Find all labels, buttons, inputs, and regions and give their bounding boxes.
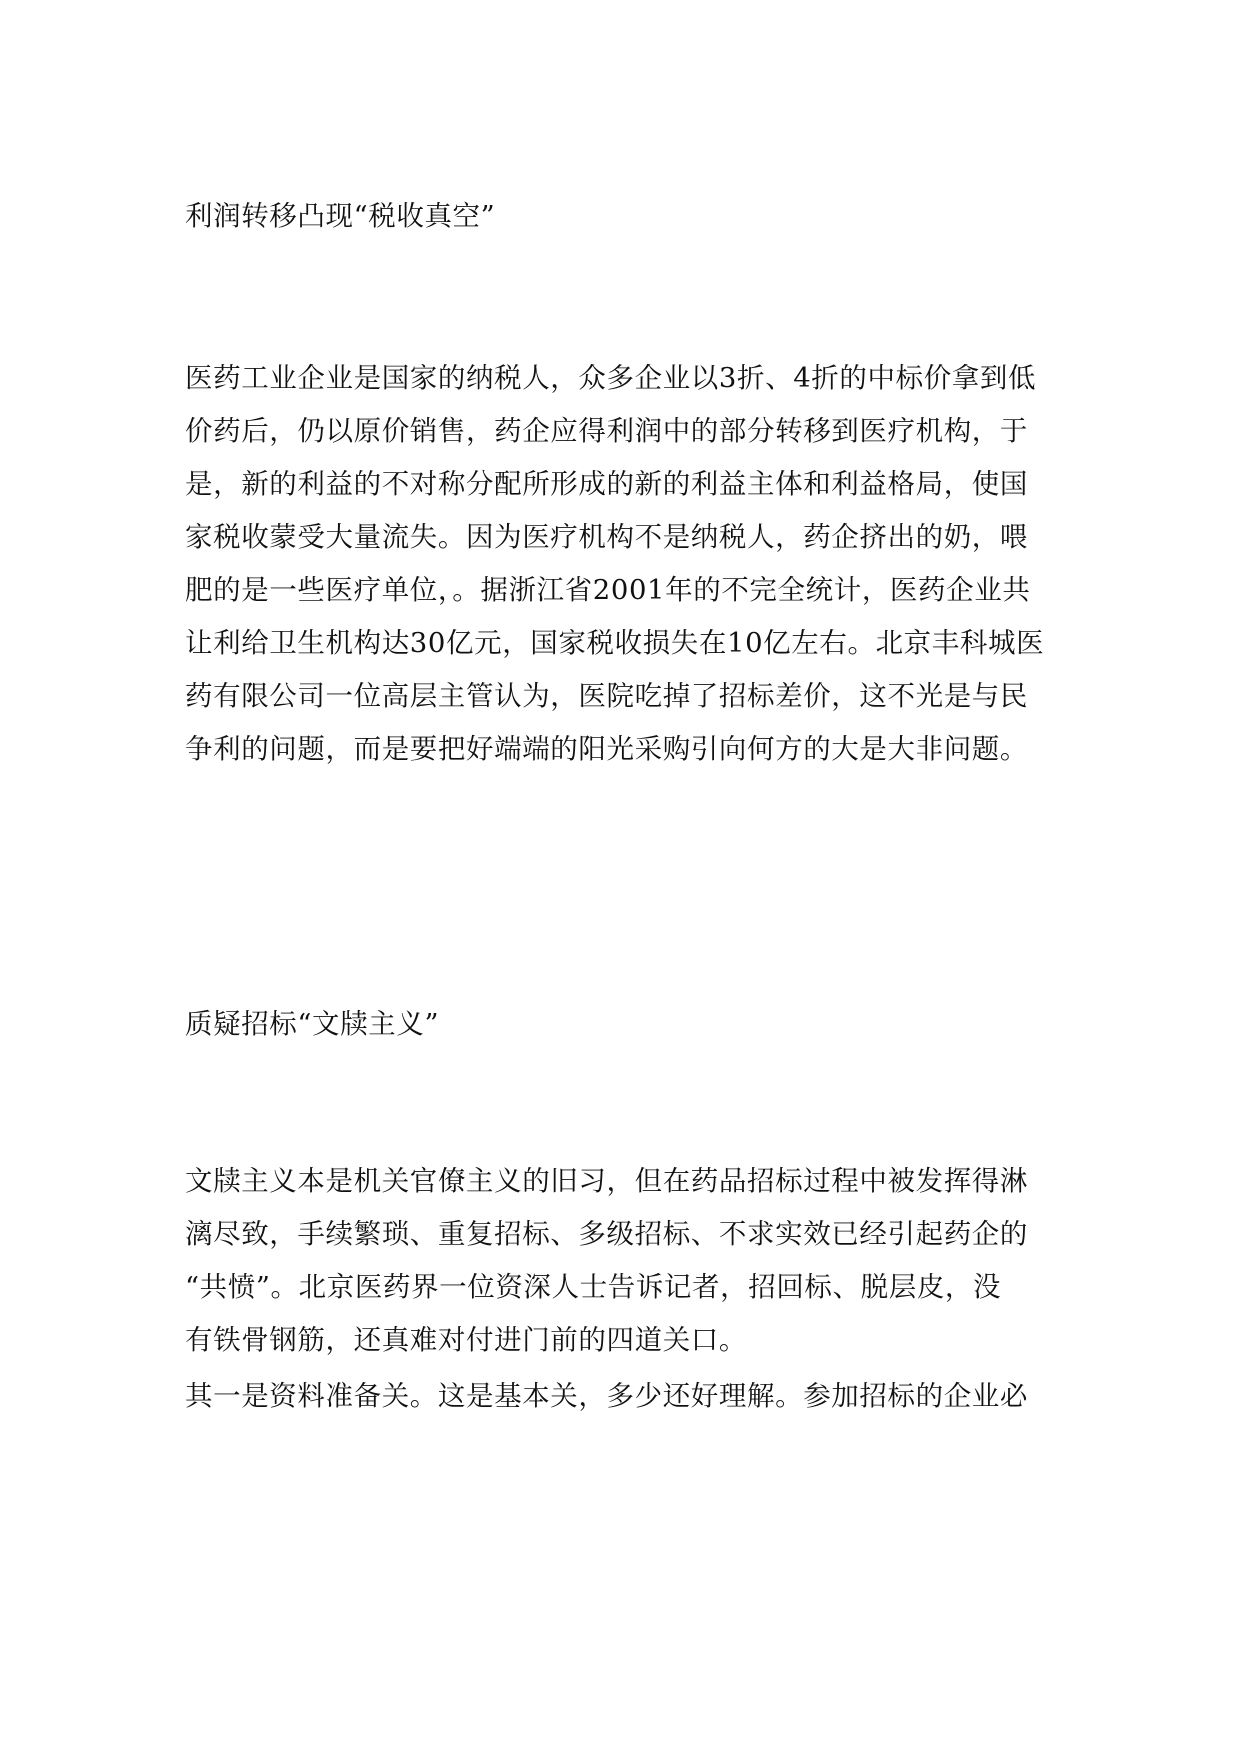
paragraph-line: 让利给卫生机构达30亿元，国家税收损失在10亿左右。北京丰科城医 (185, 627, 1045, 659)
section-heading-profit-transfer (185, 190, 1060, 243)
paragraph-line: 家税收蒙受大量流失。因为医疗机构不是纳税人，药企挤出的奶，喂 (185, 521, 1028, 553)
paragraph-profit-transfer (185, 352, 1060, 776)
paragraph-first-checkpoint (185, 1370, 1060, 1423)
paragraph-line: 漓尽致，手续繁琐、重复招标、多级招标、不求实效已经引起药企的 (185, 1218, 1028, 1250)
paragraph-line: 药有限公司一位高层主管认为，医院吃掉了招标差价，这不光是与民 (185, 680, 1028, 712)
paragraph-line: 其一是资料准备关。这是基本关，多少还好理解。参加招标的企业必 (185, 1380, 1028, 1412)
heading-text: 利润转移凸现“税收真空” (185, 200, 496, 232)
paragraph-line: 肥的是一些医疗单位，。据浙江省2001年的不完全统计，医药企业共 (185, 574, 1031, 606)
paragraph-line: 医药工业企业是国家的纳税人，众多企业以3折、4折的中标价拿到低 (185, 362, 1037, 394)
section-heading-bureaucracy (185, 998, 1060, 1051)
paragraph-line: 文牍主义本是机关官僚主义的旧习，但在药品招标过程中被发挥得淋 (185, 1165, 1028, 1197)
paragraph-line: “共愤”。北京医药界一位资深人士告诉记者，招回标、脱层皮，没 (185, 1271, 1002, 1303)
paragraph-bureaucracy (185, 1155, 1060, 1367)
paragraph-line: 价药后，仍以原价销售，药企应得利润中的部分转移到医疗机构，于 (185, 415, 1028, 447)
heading-text: 质疑招标“文牍主义” (185, 1008, 440, 1040)
paragraph-line: 是，新的利益的不对称分配所形成的新的利益主体和利益格局，使国 (185, 468, 1028, 500)
paragraph-line: 争利的问题，而是要把好端端的阳光采购引向何方的大是大非问题。 (185, 733, 1028, 765)
paragraph-line: 有铁骨钢筋，还真难对付进门前的四道关口。 (185, 1324, 747, 1356)
